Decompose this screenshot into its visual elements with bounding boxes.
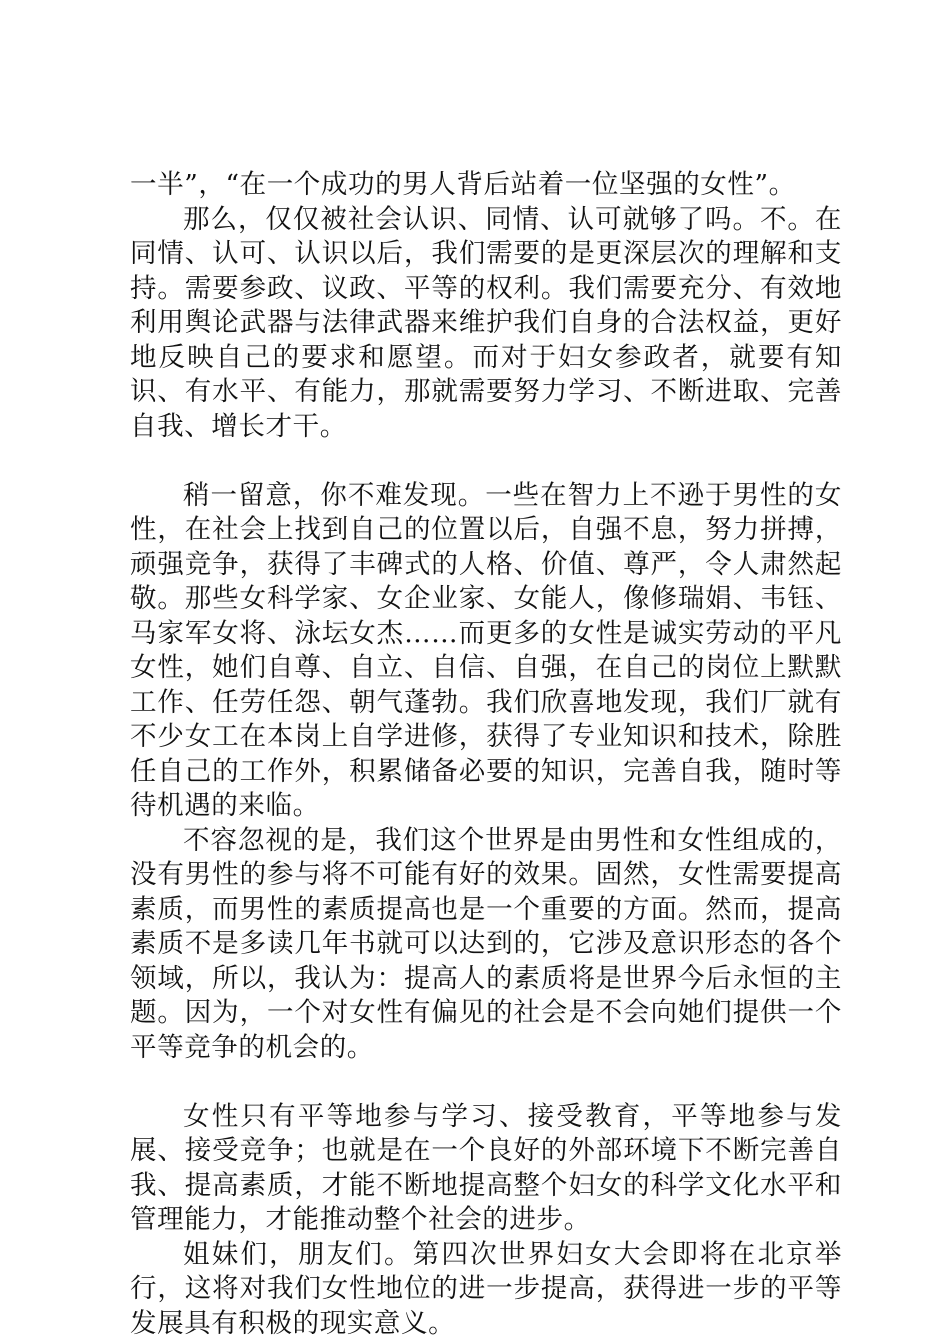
paragraph-women-achievers: 稍一留意，你不难发现。一些在智力上不逊于男性的女性，在社会上找到自己的位置以后，自强不息，努力拼搏，顽强竞争，获得了丰碑式的人格、价值、尊严，令人肃然起敬。那些女科学家、女企业家、女能人，像修瑞娟、韦钰、马家军女将、泳坛女杰……而更多的女性是诚实劳动的平凡女性，她们自尊、自立、自信、自强，在自己的岗位上默默工作、任劳任怨、朝气蓬勃。我们欣喜地发现，我们厂就有不少女工在本岗上自学进修，获得了专业知识和技术，除胜任自己的工作外，积累储备必要的知识，完善自我，随时等待机遇的来临。 <box>130 479 842 821</box>
paragraph-male-participation: 不容忽视的是，我们这个世界是由男性和女性组成的，没有男性的参与将不可能有好的效果。固然，女性需要提高素质，而男性的素质提高也是一个重要的方面。然而，提高素质不是多读几年书就可以达到的，它涉及意识形态的各个领域，所以，我认为：提高人的素质将是世界今后永恒的主题。因为，一个对女性有偏见的社会是不会向她们提供一个平等竞争的机会的。 <box>130 824 842 1063</box>
paragraph-equal-education: 女性只有平等地参与学习、接受教育，平等地参与发展、接受竞争；也就是在一个良好的外部环境下不断完善自我、提高素质，才能不断地提高整个妇女的科学文化水平和管理能力，才能推动整个社会的进步。 <box>130 1100 842 1235</box>
paragraph-political-participation: 那么，仅仅被社会认识、同情、认可就够了吗。不。在同情、认可、认识以后，我们需要的是更深层次的理解和支持。需要参政、议政、平等的权利。我们需要充分、有效地利用舆论武器与法律武器来维护我们自身的合法权益，更好地反映自己的要求和愿望。而对于妇女参政者，就要有知识、有水平、有能力，那就需要努力学习、不断进取、完善自我、增长才干。 <box>130 203 842 442</box>
paragraph-world-conference: 姐妹们，朋友们。第四次世界妇女大会即将在北京举行，这将对我们女性地位的进一步提高，获得进一步的平等发展具有积极的现实意义。 <box>130 1238 842 1339</box>
paragraph-spacer <box>130 1065 842 1100</box>
document-page <box>130 168 842 1341</box>
paragraph-spacer <box>130 444 842 479</box>
paragraph-continuation: 一半”，“在一个成功的男人背后站着一位坚强的女性”。 <box>130 169 796 200</box>
